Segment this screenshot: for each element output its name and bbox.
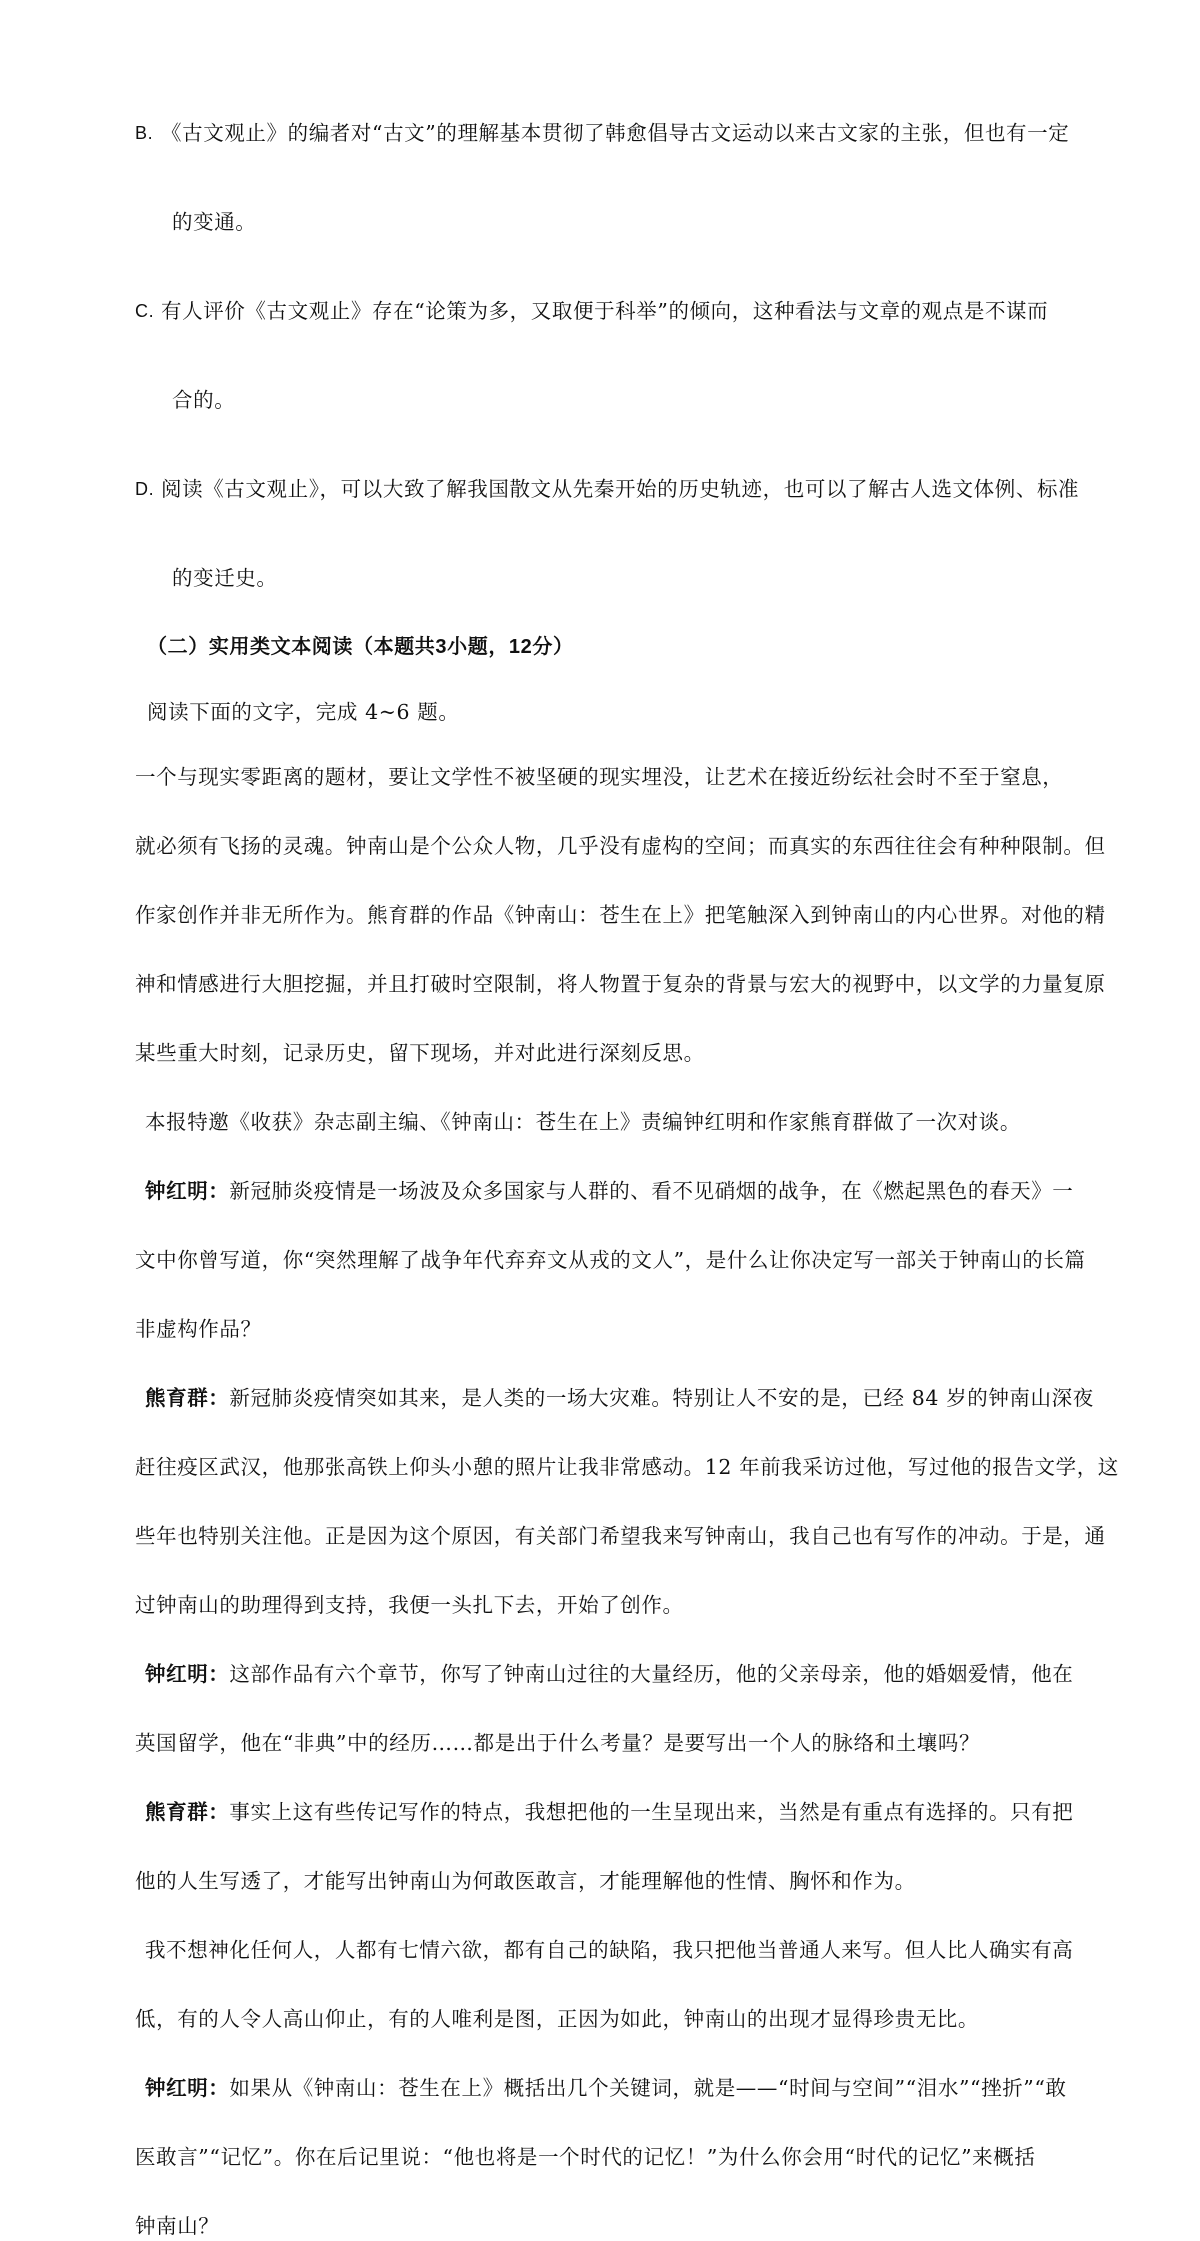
- dialogue-line: 些年也特别关注他。正是因为这个原因，有关部门希望我来写钟南山，我自己也有写作的冲动。于是，通: [135, 1524, 1106, 1548]
- dialogue-entry: [135, 2073, 1090, 2241]
- option-b: [135, 118, 1090, 237]
- speaker-name: 钟红明：: [145, 2076, 230, 2100]
- dialogue-first-line: [135, 1797, 1090, 1827]
- dialogue-line: 文中你曾写道，你“突然理解了战争年代弃弃文从戎的文人”，是什么让你决定写一部关于钟南山的长篇: [135, 1248, 1086, 1272]
- option-text: 阅读《古文观止》，可以大致了解我国散文从先秦开始的历史轨迹，也可以了解古人选文体例、标准: [161, 477, 1080, 501]
- intro-paragraph: [135, 762, 1106, 1068]
- dialogue-first-line: [135, 1383, 1094, 1413]
- dialogue-text: 我不想神化任何人，人都有七情六欲，都有自己的缺陷，我只把他当普通人来写。但人比人确实有高: [145, 1938, 1074, 1962]
- dialogue-line: 赶往疫区武汉，他那张高铁上仰头小憩的照片让我非常感动。12 年前我采访过他，写过他的报告文学，这: [135, 1455, 1119, 1479]
- dialogue-line: 过钟南山的助理得到支持，我便一头扎下去，开始了创作。: [135, 1593, 684, 1617]
- section-heading: （二）实用类文本阅读（本题共3小题，12分）: [147, 636, 574, 658]
- option-letter: B.: [135, 123, 154, 143]
- page-content: [135, 118, 1119, 2241]
- intro-line: 神和情感进行大胆挖掘，并且打破时空限制，将人物置于复杂的背景与宏大的视野中，以文学的力量复原: [135, 972, 1106, 996]
- option-line: [135, 474, 1090, 504]
- option-c: [135, 296, 1090, 415]
- option-d: [135, 474, 1090, 593]
- speaker-name: 钟红明：: [145, 1662, 230, 1686]
- option-line: [135, 296, 1090, 326]
- dialogue-line: 低，有的人令人高山仰止，有的人唯利是图，正因为如此，钟南山的出现才显得珍贵无比。: [135, 2007, 979, 2031]
- option-continuation: 的变迁史。: [172, 566, 278, 590]
- reading-instruction: 阅读下面的文字，完成 4~6 题。: [147, 700, 460, 724]
- dialogue-line: 钟南山？: [135, 2214, 220, 2238]
- option-letter: D.: [135, 479, 155, 499]
- dialogue-text: 新冠肺炎疫情是一场波及众多国家与人群的、看不见硝烟的战争，在《燃起黑色的春天》一: [229, 1179, 1074, 1203]
- dialogue-line: 非虚构作品？: [135, 1317, 262, 1341]
- dialogue-entry: [135, 1659, 1090, 1758]
- dialogue-first-line: [135, 2073, 1090, 2103]
- invite-line: 本报特邀《收获》杂志副主编、《钟南山：苍生在上》责编钟红明和作家熊育群做了一次对谈。: [145, 1110, 1021, 1134]
- option-continuation: 合的。: [172, 388, 236, 412]
- dialogue-entry: [135, 1176, 1090, 1344]
- dialogue-first-line: [135, 1176, 1090, 1206]
- dialogue-first-line: [135, 1659, 1090, 1689]
- dialogue-line: 英国留学，他在“非典”中的经历……都是出于什么考量？是要写出一个人的脉络和土壤吗？: [135, 1731, 981, 1755]
- dialogue-first-line: [135, 1935, 1090, 1965]
- dialogue-line: 他的人生写透了，才能写出钟南山为何敢医敢言，才能理解他的性情、胸怀和作为。: [135, 1869, 916, 1893]
- intro-line: 作家创作并非无所作为。熊育群的作品《钟南山：苍生在上》把笔触深入到钟南山的内心世界。对他的精: [135, 903, 1106, 927]
- dialogue-entry: [135, 1935, 1090, 2034]
- speaker-name: 熊育群：: [145, 1386, 230, 1410]
- dialogue-entry: [135, 1797, 1090, 1896]
- dialogue-text: 事实上这有些传记写作的特点，我想把他的一生呈现出来，当然是有重点有选择的。只有把: [229, 1800, 1074, 1824]
- speaker-name: 钟红明：: [145, 1179, 230, 1203]
- option-text: 《古文观止》的编者对“古文”的理解基本贯彻了韩愈倡导古文运动以来古文家的主张，但也有一定: [161, 121, 1070, 145]
- dialogue-text: 如果从《钟南山：苍生在上》概括出几个关键词，就是——“时间与空间”“泪水”“挫折”“敢: [229, 2076, 1067, 2100]
- dialogue-text: 新冠肺炎疫情突如其来，是人类的一场大灾难。特别让人不安的是，已经 84 岁的钟南山深夜: [229, 1386, 1094, 1410]
- intro-line: 一个与现实零距离的题材，要让文学性不被坚硬的现实埋没，让艺术在接近纷纭社会时不至于窒息，: [135, 765, 1064, 789]
- intro-line: 某些重大时刻，记录历史，留下现场，并对此进行深刻反思。: [135, 1041, 705, 1065]
- dialogue-line: 医敢言”“记忆”。你在后记里说：“他也将是一个时代的记忆！”为什么你会用“时代的记忆”来概括: [135, 2145, 1036, 2169]
- option-letter: C.: [135, 301, 155, 321]
- option-continuation: 的变通。: [172, 210, 257, 234]
- dialogue-text: 这部作品有六个章节，你写了钟南山过往的大量经历，他的父亲母亲，他的婚姻爱情，他在: [229, 1662, 1074, 1686]
- intro-line: 就必须有飞扬的灵魂。钟南山是个公众人物，几乎没有虚构的空间；而真实的东西往往会有种种限制。但: [135, 834, 1106, 858]
- dialogue-entry: [135, 1383, 1119, 1620]
- option-line: [135, 118, 1090, 148]
- option-text: 有人评价《古文观止》存在“论策为多，又取便于科举”的倾向，这种看法与文章的观点是不谋而: [161, 299, 1049, 323]
- speaker-name: 熊育群：: [145, 1800, 230, 1824]
